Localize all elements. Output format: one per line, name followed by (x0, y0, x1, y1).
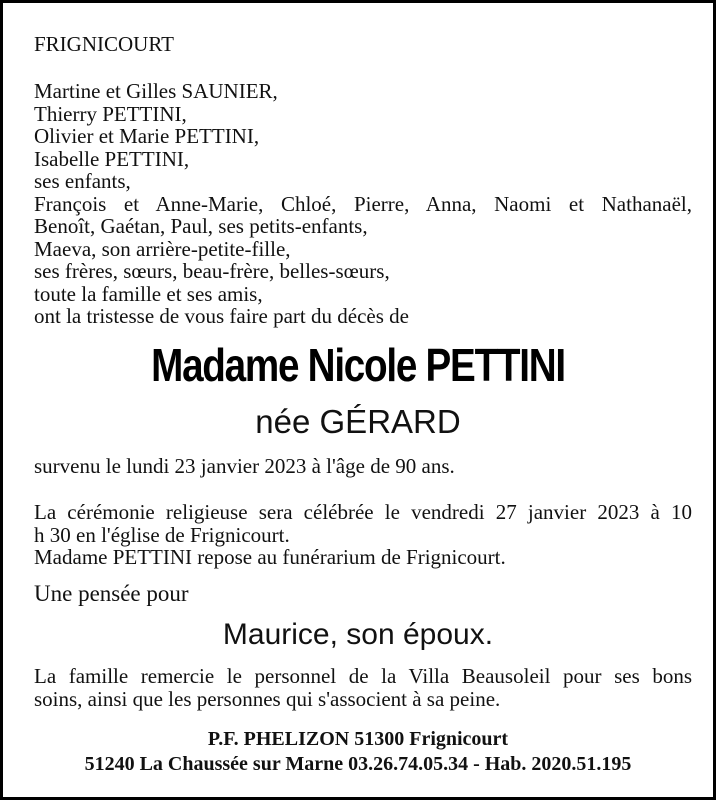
family-line: ses frères, sœurs, beau-frère, belles-sœurs, (34, 259, 390, 283)
family-list (34, 80, 692, 328)
death-notice: survenu le lundi 23 janvier 2023 à l'âge de 90 ans. (34, 454, 455, 478)
family-line: Benoît, Gaétan, Paul, ses petits-enfants, (34, 214, 368, 238)
thanks-message (34, 665, 692, 710)
funeral-home-info (3, 727, 713, 777)
thanks-line: soins, ainsi que les personnes qui s'associent à sa peine. (34, 686, 501, 711)
town-heading: FRIGNICOURT (34, 32, 174, 56)
deceased-name: Madame Nicole PETTINI (151, 339, 565, 391)
thought-intro: Une pensée pour (34, 581, 189, 606)
ceremony-line: h 30 en l'église de Frignicourt. (34, 522, 290, 547)
funeral-home-line: 51240 La Chaussée sur Marne 03.26.74.05.34 - Hab. 2020.51.195 (84, 753, 632, 775)
family-line: Thierry PETTINI, (34, 101, 187, 126)
ceremony-line: La cérémonie religieuse sera célébrée le vendredi 27 janvier 2023 à 10 (34, 500, 692, 524)
family-line: François et Anne-Marie, Chloé, Pierre, Anna, Naomi et Nathanaël, (34, 191, 692, 216)
family-line: ses enfants, (34, 169, 131, 193)
family-line: Isabelle PETTINI, (34, 146, 190, 171)
family-line: Martine et Gilles SAUNIER, (34, 79, 278, 103)
family-line: toute la famille et ses amis, (34, 281, 263, 306)
family-line: Maeva, son arrière-petite-fille, (34, 236, 291, 261)
family-line: Olivier et Marie PETTINI, (34, 124, 260, 148)
spouse-line: Maurice, son époux. (222, 618, 494, 651)
thanks-line: La famille remercie le personnel de la Villa Beausoleil pour ses bons (34, 664, 692, 688)
family-line: ont la tristesse de vous faire part du décès de (34, 304, 409, 328)
ceremony-line: Madame PETTINI repose au funérarium de Frignicourt. (34, 545, 506, 569)
ceremony-details (34, 501, 692, 569)
funeral-home-line: P.F. PHELIZON 51300 Frignicourt (207, 728, 509, 750)
maiden-name: née GÉRARD (255, 403, 461, 440)
